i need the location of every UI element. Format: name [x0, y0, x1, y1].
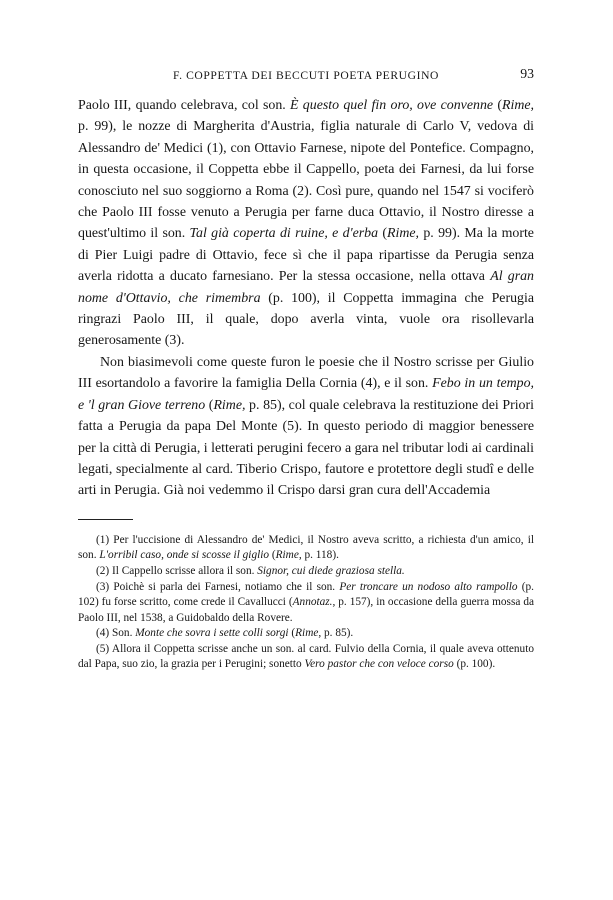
poem-title: Al gran nome d'Ottavio, che rimembra: [78, 269, 535, 306]
paragraph-1: [78, 95, 534, 352]
text-run: (1) Per l'uccisione di Alessandro de' Medici, il Nostro aveva scritto, a richiesta d'un amico, il son.: [78, 533, 534, 562]
footnote-3: [78, 580, 534, 627]
work-title: Rime,: [275, 549, 302, 562]
running-header: [78, 66, 534, 88]
footnotes: [78, 533, 534, 673]
text-run: (p. 100).: [453, 658, 496, 671]
paragraph-2: [78, 352, 534, 502]
poem-title: Per troncare un nodoso alto rampollo: [339, 580, 518, 593]
text-run: (: [378, 226, 387, 242]
work-title: Rime,: [295, 627, 322, 640]
text-run: p. 85), col quale celebrava la restituzione dei Priori fatta a Perugia da papa Del Monte (5). In questo periodo di maggior benessere per la città di Perugia, i letterati perugini fecero a gara nel tributar lodi ai cardinali legati, specialmente al card. Tiberio Crispo, fautore e protettore degli studî e delle arti in Perugia. Già noi vedemmo il Crispo darsi gran cura dell'Accademia: [78, 397, 534, 499]
text-run: (: [493, 98, 502, 113]
text-run: (: [205, 397, 214, 413]
footnote-2: [78, 564, 534, 580]
poem-title: Febo in un tempo, e 'l gran Giove terreno: [78, 376, 534, 413]
work-title: Rime,: [501, 98, 534, 113]
footnote-4: [78, 626, 534, 642]
poem-title: Signor, cui diede graziosa stella.: [257, 564, 405, 577]
text-run: Paolo III, quando celebrava, col son.: [78, 98, 291, 113]
text-run: p. 157), in occasione della guerra mossa da Paolo III, nel 1538, a Guidobaldo della Rovere.: [78, 596, 534, 624]
poem-title: Monte che sovra i sette colli sorgi: [135, 627, 289, 640]
book-page: [78, 66, 534, 673]
main-text: [78, 95, 534, 502]
text-run: (4) Son.: [96, 627, 136, 640]
text-run: (: [288, 627, 296, 640]
footnote-divider: [78, 519, 133, 520]
text-run: (5) Allora il Coppetta scrisse anche un son. al card. Fulvio della Cornia, il quale aveva ottenuto dal Papa, suo zio, la grazia per i Perugini; sonetto: [78, 642, 534, 671]
text-run: p. 99). Ma la morte di Pier Luigi padre di Ottavio, fece sì che il papa ripartisse da Perugia senza averla ridotta a ducato farnesiano. Per la stessa occasione, nella ottava: [78, 226, 534, 285]
poem-title: Vero pastor che con veloce corso: [304, 658, 454, 671]
text-run: p. 118).: [301, 549, 339, 562]
text-run: p. 85).: [321, 627, 354, 640]
text-run: (3) Poichè si parla dei Farnesi, notiamo che il son.: [96, 580, 340, 593]
page-number: 93: [520, 66, 534, 81]
text-run: (2) Il Cappello scrisse allora il son.: [96, 564, 258, 577]
text-run: (p. 100), il Coppetta immagina che Perugia ringrazi Paolo III, il quale, dopo averla vinta, vuole ora risollevarla generosamente (3).: [78, 290, 534, 349]
text-run: Non biasimevoli come queste furon le poesie che il Nostro scrisse per Giulio III esortandolo a favorire la famiglia Della Cornia (4), e il son.: [78, 354, 534, 392]
text-run: p. 99), le nozze di Margherita d'Austria, figlia naturale di Carlo V, vedova di Alessandro de' Medici (1), con Ottavio Farnese, nipote del Pontefice. Compagno, in questa occasione, il Coppetta ebbe il Cappello, poeta dei Farnesi, da lui forse conosciuto nel suo soggiorno a Roma (2). Così pure, quando nel 1547 si vociferò che Paolo III fosse venuto a Perugia per farne duca Ottavio, il Nostro diresse a quest'ultimo il son.: [78, 119, 534, 242]
footnote-5: [78, 642, 534, 673]
text-run: (: [269, 549, 276, 562]
work-title: Rime,: [213, 397, 246, 413]
work-title: Annotaz.,: [292, 596, 336, 609]
poem-title: È questo quel fin oro, ove convenne: [290, 98, 494, 113]
running-title: F. COPPETTA DEI BECCUTI POETA PERUGINO: [172, 69, 440, 82]
text-run: (p. 102) fu forse scritto, come crede il Cavallucci (: [78, 580, 535, 609]
poem-title: L'orribil caso, onde si scosse il giglio: [99, 549, 270, 562]
footnote-1: [78, 533, 534, 564]
work-title: Rime,: [387, 226, 420, 242]
poem-title: Tal già coperta di ruine, e d'erba: [189, 226, 379, 242]
